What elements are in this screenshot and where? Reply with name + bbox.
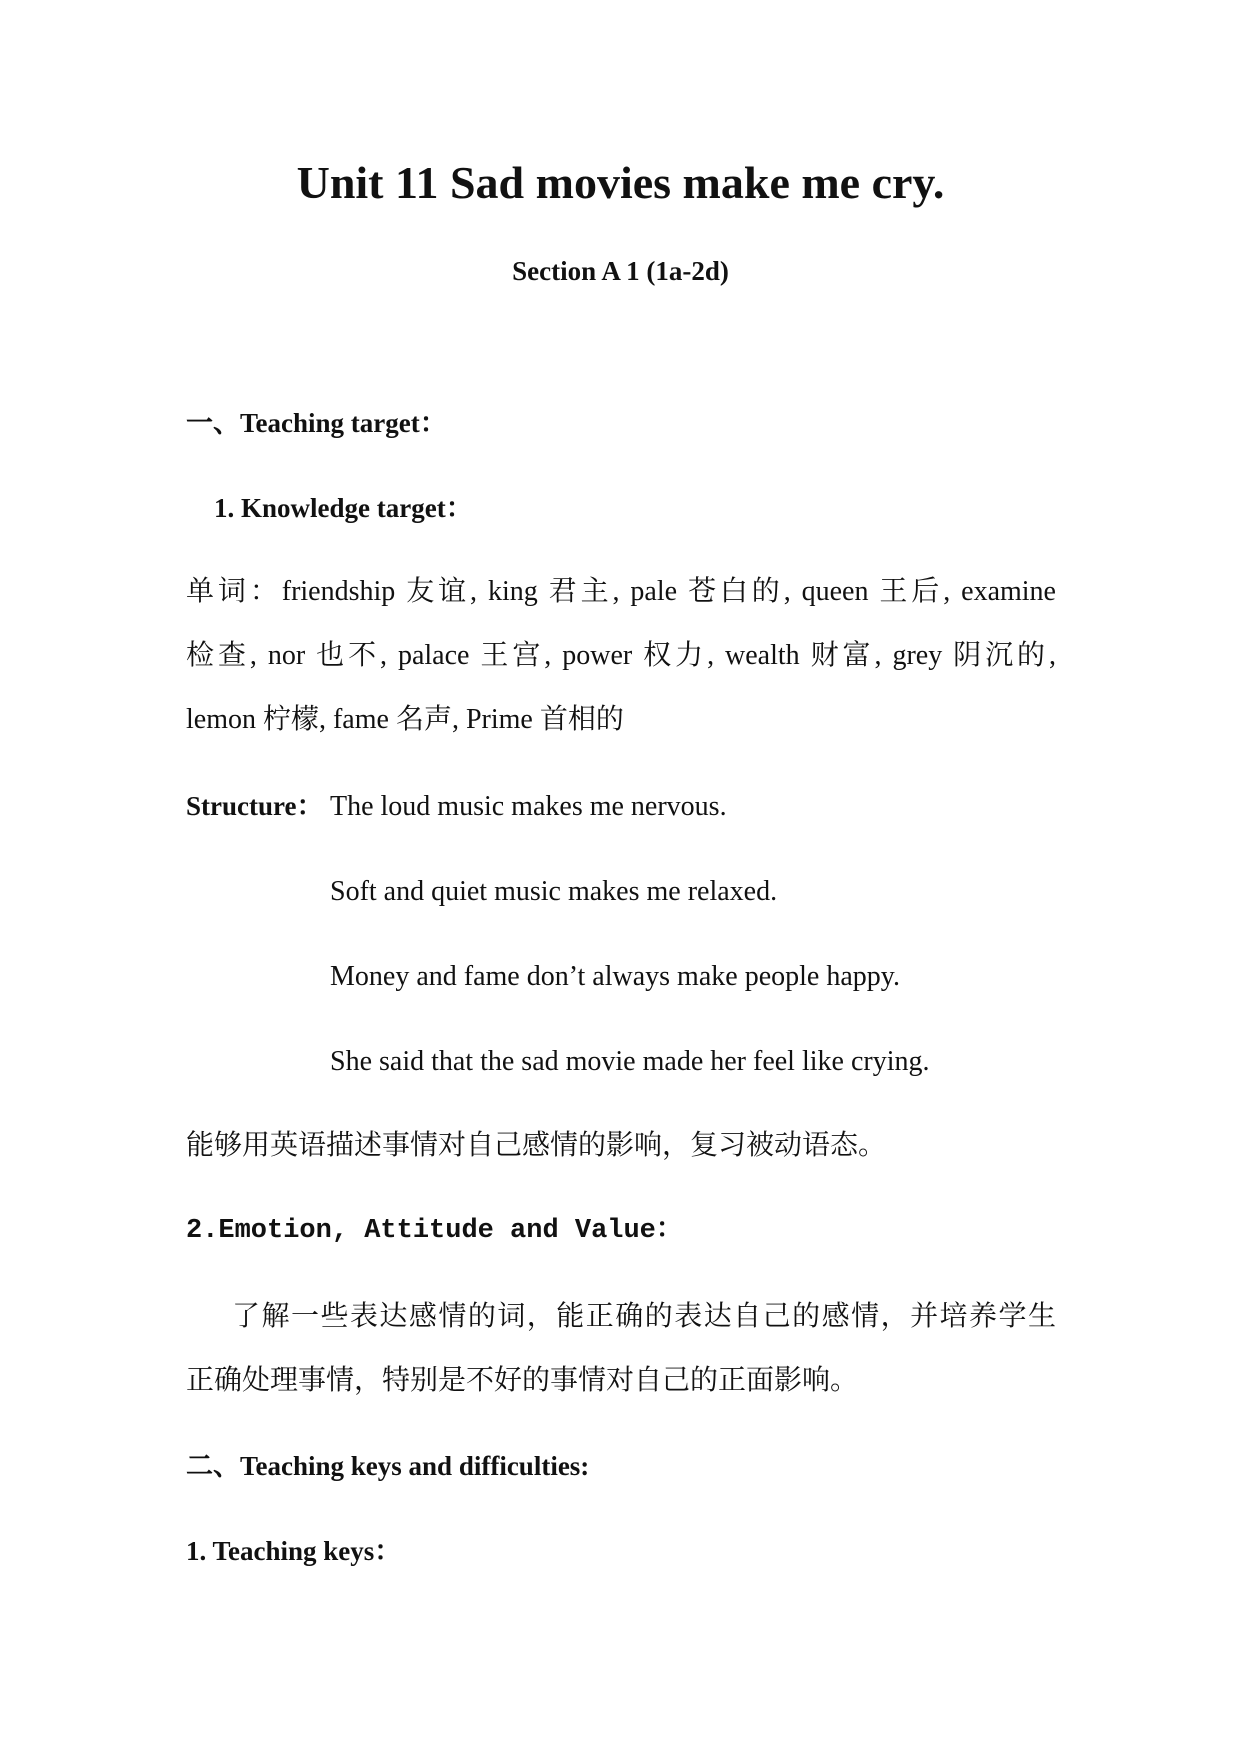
structure-sentence: Money and fame don’t always make people happy. bbox=[330, 961, 900, 992]
emotion-paragraph-line: 正确处理事情，特别是不好的事情对自己的正面影响。 bbox=[186, 1365, 859, 1396]
emotion-paragraph-line: 了解一些表达感情的词，能正确的表达自己的感情，并培养学生 bbox=[232, 1301, 1056, 1332]
vocabulary-line: 单词：friendship 友谊, king 君主, pale 苍白的, queen 王后, examine bbox=[186, 576, 1056, 607]
vocabulary-line: 检查, nor 也不, palace 王宫, power 权力, wealth 财富, grey 阴沉的, bbox=[186, 640, 1056, 671]
document-title: Unit 11 Sad movies make me cry. bbox=[296, 157, 945, 208]
structure-sentence: Soft and quiet music makes me relaxed. bbox=[330, 876, 778, 907]
structure-label: Structure： bbox=[186, 791, 324, 821]
structure-row bbox=[186, 793, 727, 821]
document-subtitle: Section A 1 (1a-2d) bbox=[512, 256, 729, 286]
subheading-knowledge-target: 1. Knowledge target： bbox=[214, 493, 473, 523]
ability-objective: 能够用英语描述事情对自己感情的影响，复习被动语态。 bbox=[186, 1130, 887, 1161]
structure-sentence: She said that the sad movie made her feel like crying. bbox=[330, 1046, 930, 1077]
subheading-emotion-attitude-value: 2.Emotion, Attitude and Value： bbox=[186, 1216, 683, 1246]
structure-sentence: The loud music makes me nervous. bbox=[329, 791, 727, 822]
vocabulary-line: lemon 柠檬, fame 名声, Prime 首相的 bbox=[186, 704, 624, 735]
subheading-teaching-keys: 1. Teaching keys： bbox=[186, 1536, 402, 1566]
section-heading-teaching-target: 一、Teaching target： bbox=[186, 408, 447, 438]
section-heading-keys-difficulties: 二、Teaching keys and difficulties: bbox=[186, 1451, 590, 1481]
